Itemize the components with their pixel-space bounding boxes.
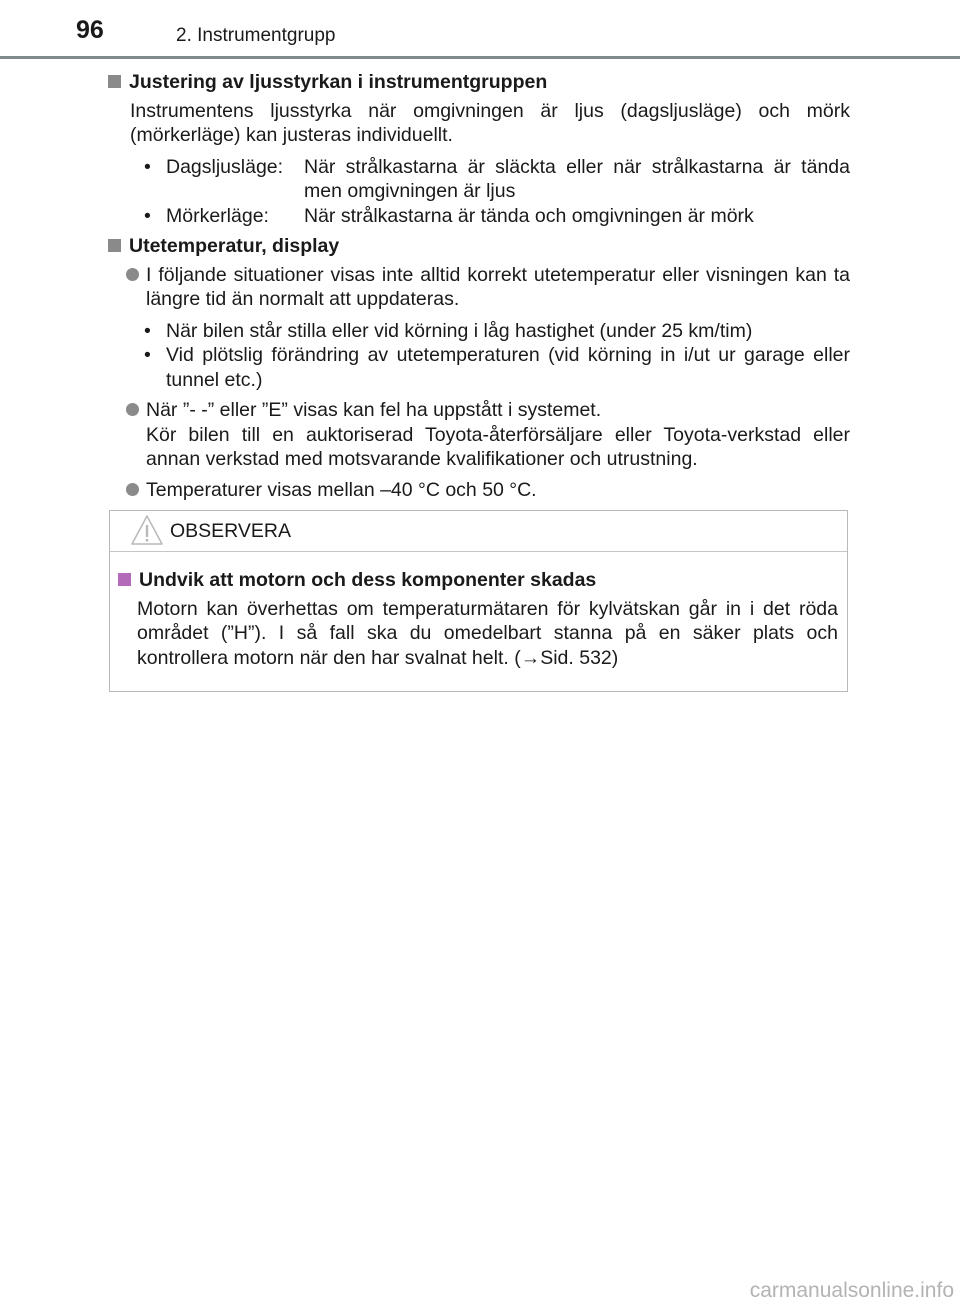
list-item-line: Kör bilen till en auktoriserad Toyota-återförsäljare eller Toyota-verkstad eller annan verkstad med motsvarande kvalifikationer och utrustning. bbox=[146, 423, 850, 470]
list-item-line: När ”- -” eller ”E” visas kan fel ha uppstått i systemet. bbox=[146, 399, 602, 421]
bullet-icon: • bbox=[144, 319, 151, 342]
section-heading-temperature bbox=[108, 234, 850, 259]
bullet-row bbox=[144, 343, 850, 392]
page-number: 96 bbox=[76, 16, 104, 44]
square-marker-icon bbox=[108, 75, 121, 88]
section-title: Utetemperatur, display bbox=[129, 235, 340, 257]
chapter-title: 2. Instrumentgrupp bbox=[176, 25, 336, 46]
notice-heading-text: Undvik att motorn och dess komponenter skadas bbox=[139, 569, 597, 591]
notice-box bbox=[109, 510, 848, 692]
list-item bbox=[126, 398, 850, 472]
section-paragraph: Instrumentens ljusstyrka när omgivningen är ljus (dagsljusläge) och mörk (mörkerläge) kan justeras individuellt. bbox=[130, 99, 850, 146]
bullet-icon: • bbox=[144, 344, 151, 366]
header-rule bbox=[0, 56, 960, 59]
definition-term: Mörkerläge: bbox=[166, 204, 269, 227]
circle-bullet-icon bbox=[126, 268, 139, 281]
definition-term: Dagsljusläge: bbox=[166, 155, 284, 178]
warning-triangle-icon bbox=[130, 514, 164, 546]
square-marker-icon bbox=[108, 239, 121, 252]
circle-bullet-icon bbox=[126, 403, 139, 416]
mode-definitions bbox=[144, 155, 850, 229]
circle-bullet-icon bbox=[126, 483, 139, 496]
section-heading-brightness bbox=[108, 70, 850, 95]
notice-text: Motorn kan överhettas om temperaturmätaren för kylvätskan går in i det röda området (”H”). I så fall ska du omedelbart stanna på en säker plats och kontrollera motorn när den har svalnat helt. ( bbox=[137, 597, 838, 669]
list-item-text bbox=[146, 398, 850, 472]
notice-heading bbox=[118, 568, 838, 593]
bullet-row bbox=[144, 319, 850, 344]
page-reference-link[interactable]: Sid. 532 bbox=[540, 646, 612, 669]
list-item-text: Temperaturer visas mellan –40 °C och 50 °C. bbox=[146, 478, 537, 501]
watermark: carmanualsonline.info bbox=[749, 1279, 954, 1302]
definition-row bbox=[144, 155, 850, 204]
definition-desc: När strålkastarna är släckta eller när strålkastarna är tända men omgivningen är ljus bbox=[304, 155, 850, 202]
bullet-icon: • bbox=[144, 204, 151, 227]
definition-desc: När strålkastarna är tända och omgivningen är mörk bbox=[304, 204, 754, 227]
main-content bbox=[108, 70, 850, 502]
bullet-list bbox=[144, 319, 850, 393]
section-title: Justering av ljusstyrkan i instrumentgruppen bbox=[129, 71, 548, 93]
page-header bbox=[0, 0, 960, 60]
square-marker-icon bbox=[118, 573, 131, 586]
list-item bbox=[126, 263, 850, 312]
arrow-icon: → bbox=[520, 646, 541, 669]
definition-row bbox=[144, 204, 850, 229]
bullet-text: Vid plötslig förändring av utetemperaturen (vid körning in i/ut ur garage eller tunnel etc.) bbox=[166, 344, 850, 391]
list-item bbox=[126, 478, 850, 503]
notice-label: OBSERVERA bbox=[170, 520, 292, 542]
notice-text-end: ) bbox=[611, 646, 619, 669]
list-item-text: I följande situationer visas inte alltid korrekt utetemperatur eller visningen kan ta längre tid än normalt att uppdateras. bbox=[146, 263, 850, 310]
bullet-text: När bilen står stilla eller vid körning i låg hastighet (under 25 km/tim) bbox=[166, 319, 753, 342]
notice-body bbox=[118, 568, 838, 670]
notice-paragraph bbox=[137, 597, 838, 671]
bullet-icon: • bbox=[144, 155, 151, 178]
notice-header bbox=[110, 511, 847, 552]
